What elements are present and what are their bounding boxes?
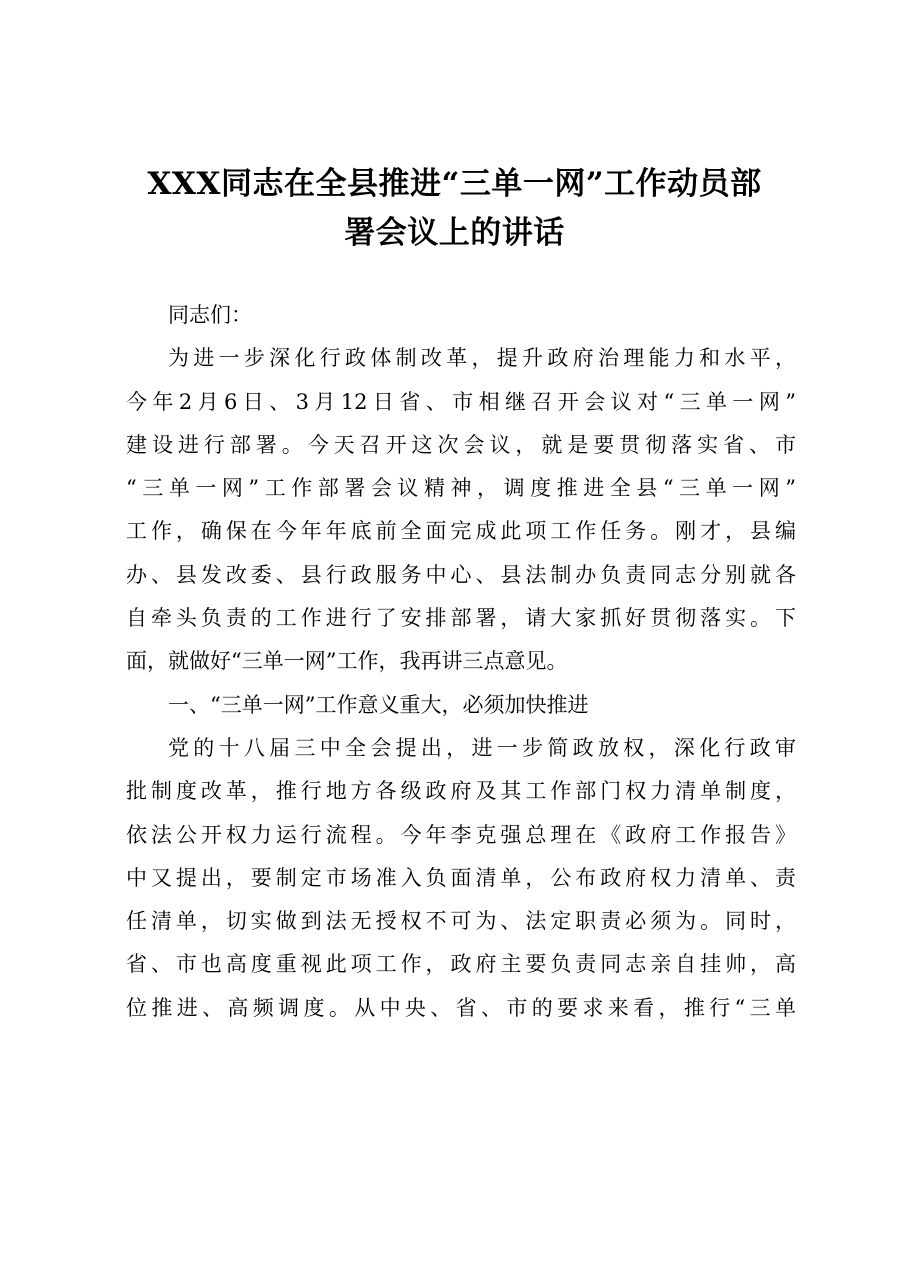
paragraph-section-1 (126, 727, 796, 1030)
paragraph-line: 工作，确保在今年年底前全面完成此项工作任务。刚才，县编 (126, 519, 796, 544)
paragraph-line: 任清单，切实做到法无授权不可为、法定职责必须为。同时， (126, 909, 796, 934)
paragraph-line: 面，就做好“三单一网”工作，我再讲三点意见。 (126, 649, 568, 674)
title-line-2: 署会议上的讲话 (344, 215, 565, 251)
paragraph-line: 依法公开权力运行流程。今年李克强总理在《政府工作报告》 (126, 822, 796, 847)
document-body (126, 294, 796, 1030)
section-heading-text: 一、“三单一网”工作意义重大，必须加快推进 (168, 692, 589, 717)
paragraph-line: 中又提出，要制定市场准入负面清单，公布政府权力清单、责 (126, 865, 796, 890)
paragraph-line: 自牵头负责的工作进行了安排部署，请大家抓好贯彻落实。下 (126, 606, 796, 631)
title-line-1: XXX同志在全县推进“三单一网”工作动员部 (147, 166, 762, 202)
section-heading-1 (126, 684, 796, 727)
paragraph-line: 今年2月6日、3月12日省、市相继召开会议对“三单一网” (126, 389, 796, 414)
paragraph-line: 批制度改革，推行地方各级政府及其工作部门权力清单制度， (126, 779, 796, 804)
paragraph-intro (126, 337, 796, 683)
paragraph-line: 为进一步深化行政体制改革，提升政府治理能力和水平， (168, 346, 796, 371)
paragraph-line: “三单一网”工作部署会议精神，调度推进全县“三单一网” (126, 476, 796, 501)
salutation-text: 同志们： (168, 303, 252, 327)
paragraph-line: 位推进、高频调度。从中央、省、市的要求来看，推行“三单 (126, 995, 796, 1020)
salutation (126, 294, 796, 337)
paragraph-line: 办、县发改委、县行政服务中心、县法制办负责同志分别就各 (126, 562, 796, 587)
paragraph-line: 党的十八届三中全会提出，进一步简政放权，深化行政审 (168, 735, 796, 760)
paragraph-line: 省、市也高度重视此项工作，政府主要负责同志亲自挂帅，高 (126, 952, 796, 977)
document-title (0, 160, 909, 258)
paragraph-line: 建设进行部署。今天召开这次会议，就是要贯彻落实省、市 (126, 432, 796, 457)
